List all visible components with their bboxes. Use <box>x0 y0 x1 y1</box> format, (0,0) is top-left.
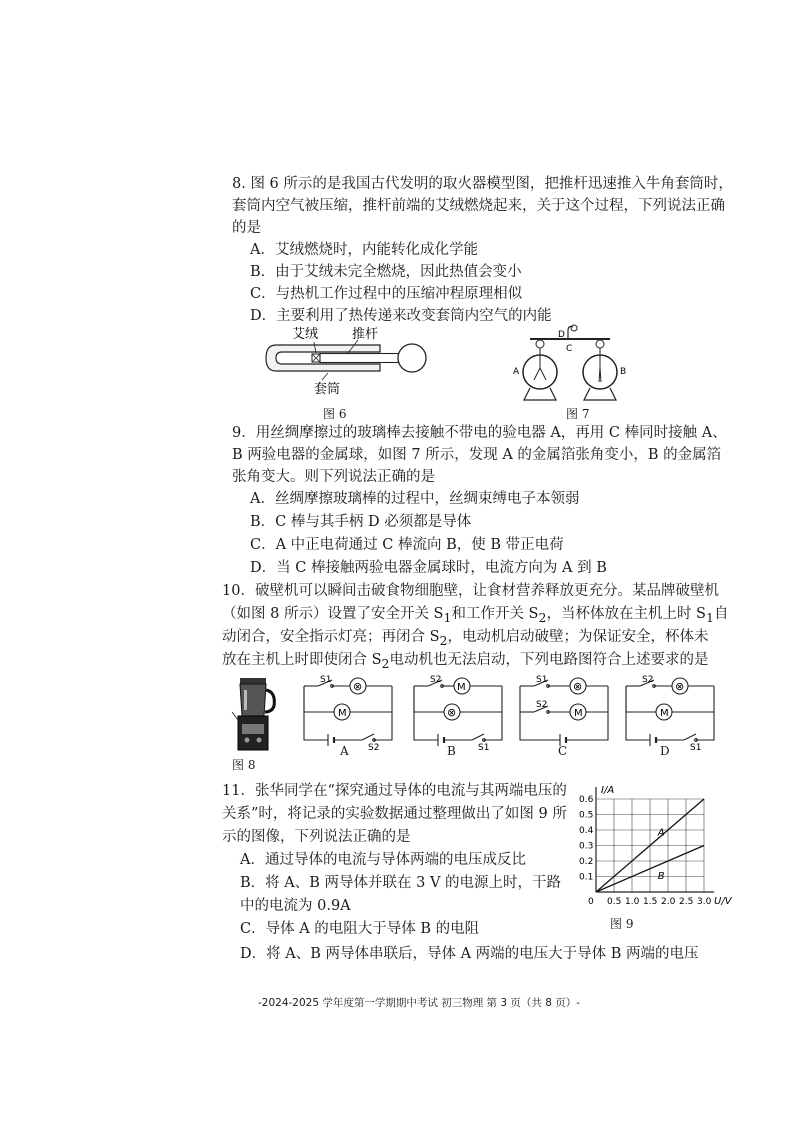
circuit-d-label: D <box>660 744 670 758</box>
q11-stem-line1: 11．张华同学在“探究通过导体的电流与其两端电压的 <box>222 783 567 799</box>
circuit-a <box>300 674 396 750</box>
q9-option-c: C．A 中正电荷通过 C 棒流向 B，使 B 带正电荷 <box>250 537 564 553</box>
q10-stem-line2: （如图 8 所示）设置了安全开关 $S_1$和工作开关 $S_2$，当杯体放在主机上时 $S_1$自 <box>222 606 729 625</box>
q8-option-c: C．与热机工作过程中的压缩冲程原理相似 <box>250 286 523 302</box>
q8-option-b: B．由于艾绒未完全燃烧，因此热值会变小 <box>250 264 522 280</box>
q11-stem-line3: 示的图像，下列说法正确的是 <box>222 829 411 845</box>
x-tick-label: 2.5 <box>679 897 694 907</box>
x-tick-label: 2.0 <box>661 897 676 907</box>
q10-stem-line3: 动闭合，安全指示灯亮；再闭合 $S_2$，电动机启动破壁；为保证安全，杯体未 <box>222 629 709 648</box>
handle-d <box>568 327 573 340</box>
switch-s1-label: S1 <box>690 743 702 750</box>
lamp-symbol: ⊗ <box>675 680 685 693</box>
q10-stem-line1: 10．破壁机可以瞬间击破食物细胞壁，让食材营养释放更充分。某品牌破壁机 <box>222 583 719 599</box>
q9-option-a: A．丝绸摩擦玻璃棒的过程中，丝绸束缚电子本领弱 <box>250 491 580 507</box>
figure-9-chart <box>566 784 732 914</box>
label-a: A <box>513 367 520 377</box>
switch-s2-label: S2 <box>642 675 654 685</box>
lamp-symbol: ⊗ <box>353 680 363 693</box>
label-b: B <box>620 367 627 377</box>
q8-stem-line3: 的是 <box>232 220 261 236</box>
page-footer: -2024-2025 学年度第一学期期中考试 初三物理 第 3 页（共 8 页）- <box>258 997 581 1009</box>
label-c: C <box>566 344 573 354</box>
y-tick-label: 0.2 <box>579 857 594 867</box>
figure-7-electroscopes <box>510 322 630 407</box>
q11-option-c: C．导体 A 的电阻大于导体 B 的电阻 <box>240 921 480 937</box>
y-axis-label: I/A <box>601 785 615 796</box>
q11-option-b-line1: B．将 A、B 两导体并联在 3 V 的电源上时，干路 <box>240 875 562 891</box>
q9-stem-line3: 张角变大。则下列说法正确的是 <box>232 469 435 485</box>
q8-option-a: A．艾绒燃烧时，内能转化成化学能 <box>250 242 478 258</box>
label-tuigan: 推杆 <box>352 327 379 342</box>
motor-symbol: M <box>660 708 669 719</box>
q9-stem-line1: 9．用丝绸摩擦过的玻璃棒去接触不带电的验电器 A，再用 C 棒同时接触 A、 <box>232 425 727 441</box>
circuit-d <box>622 674 718 750</box>
switch-s2-label: S2 <box>536 700 548 710</box>
motor-symbol: M <box>457 682 466 693</box>
y-tick-label: 0.5 <box>579 810 594 821</box>
y-tick-label: 0.6 <box>579 795 594 805</box>
q8-option-d: D．主要利用了热传递来改变套筒内空气的内能 <box>250 308 552 324</box>
q10-stem-line4: 放在主机上时即使闭合 $S_2$电动机也无法启动，下列电路图符合上述要求的是 <box>222 652 709 671</box>
figure-9-caption: 图 9 <box>610 917 634 931</box>
lamp-symbol: ⊗ <box>573 680 583 693</box>
q11-option-a: A．通过导体的电流与导体两端的电压成反比 <box>240 852 526 868</box>
x-tick-label: 3.0 <box>697 897 712 907</box>
series-label-a: A <box>657 827 665 839</box>
switch-s1-label: S1 <box>320 675 332 685</box>
q9-option-d: D．当 C 棒接触两验电器金属球时，电流方向为 A 到 B <box>250 560 607 576</box>
q11-option-d: D．将 A、B 两导体串联后，导体 A 两端的电压大于导体 B 两端的电压 <box>240 946 699 962</box>
y-tick-label: 0.4 <box>579 826 594 836</box>
switch-s1-label: S1 <box>536 675 548 685</box>
x-tick-label: 1.5 <box>643 897 658 907</box>
push-rod-handle <box>398 344 426 372</box>
circuit-c <box>516 674 612 750</box>
q9-stem-line2: B 两验电器的金属球，如图 7 所示，发现 A 的金属箔张角变小，B 的金属箔 <box>232 447 722 463</box>
circuit-b-label: B <box>447 744 456 758</box>
figure-6-caption: 图 6 <box>323 407 347 421</box>
label-taotong: 套筒 <box>314 382 341 397</box>
figure-8-blender <box>228 676 282 754</box>
circuit-b <box>410 674 506 750</box>
motor-symbol: M <box>574 708 583 719</box>
q11-option-b-line2: 中的电流为 0.9A <box>240 898 351 914</box>
figure-7-caption: 图 7 <box>566 407 590 421</box>
switch-s2-label: S2 <box>430 675 442 685</box>
y-tick-label: 0.1 <box>579 872 594 883</box>
figure-6-fire-piston <box>262 325 442 400</box>
x-axis-label: U/V <box>714 896 732 907</box>
q8-stem-line1: 8. 图 6 所示的是我国古代发明的取火器模型图，把推杆迅速推入牛角套筒时， <box>232 176 733 192</box>
figure-8-caption: 图 8 <box>232 758 256 772</box>
circuit-a-label: A <box>340 744 349 758</box>
switch-s1-label: S1 <box>478 743 490 750</box>
x-tick-label: 0.5 <box>607 897 622 907</box>
switch-s2-label: S2 <box>368 743 380 750</box>
label-airong: 艾绒 <box>292 327 319 342</box>
lamp-symbol: ⊗ <box>447 706 457 719</box>
label-d: D <box>558 330 565 340</box>
q8-stem-line2: 套筒内空气被压缩，推杆前端的艾绒燃烧起来，关于这个过程，下列说法正确 <box>232 198 725 214</box>
q9-option-b: B．C 棒与其手柄 D 必须都是导体 <box>250 514 472 530</box>
circuit-c-label: C <box>558 744 568 758</box>
q11-stem-line2: 关系”时，将记录的实验数据通过整理做出了如图 9 所 <box>222 806 567 822</box>
x-tick-label: 1.0 <box>625 897 640 907</box>
motor-symbol: M <box>338 708 347 719</box>
x-tick-label: 0 <box>588 897 594 907</box>
series-label-b: B <box>657 870 665 882</box>
y-tick-label: 0.3 <box>579 841 594 852</box>
